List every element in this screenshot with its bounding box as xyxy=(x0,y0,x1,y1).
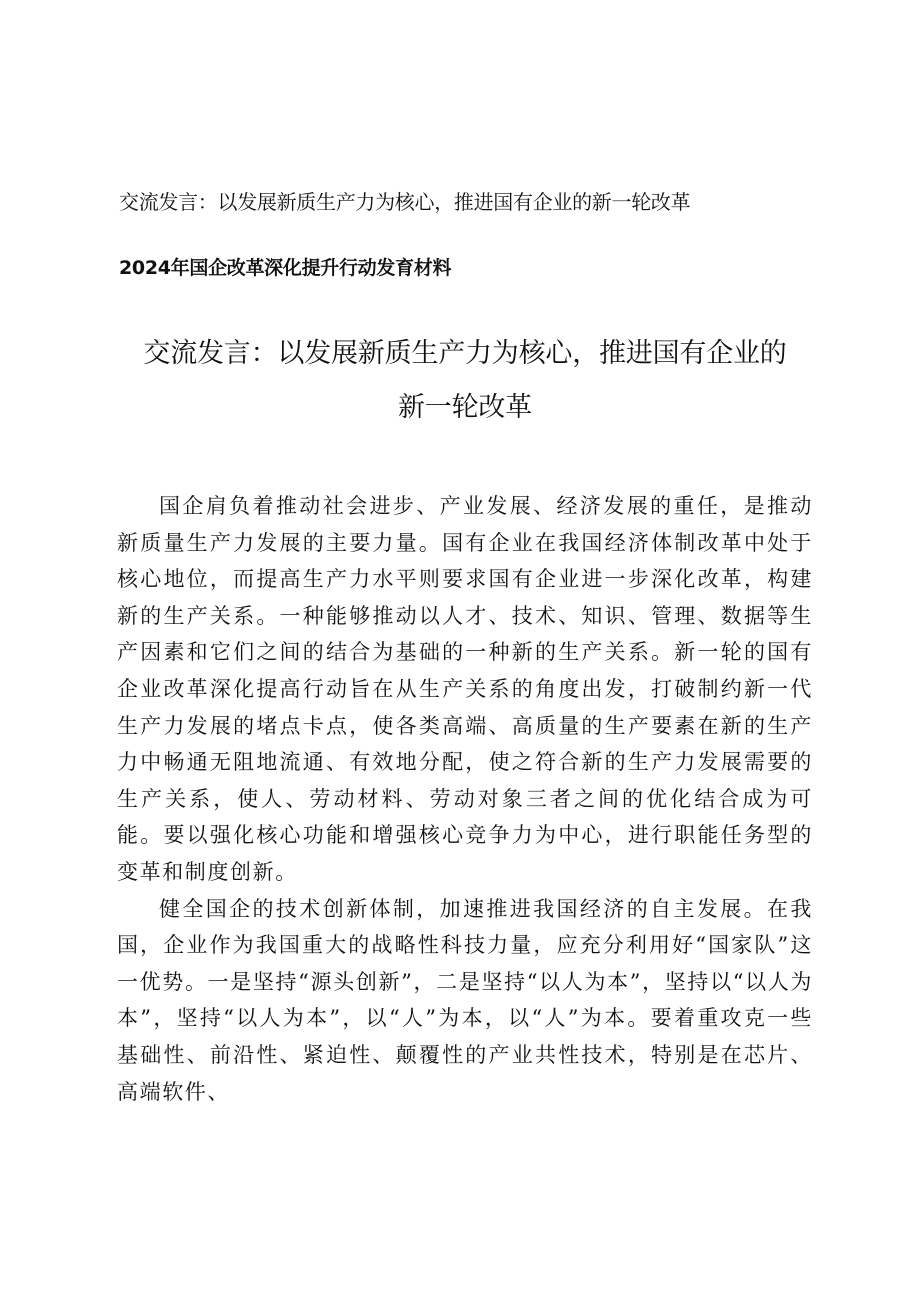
paragraph: 国企肩负着推动社会进步、产业发展、经济发展的重任，是推动新质量生产力发展的主要力量。国有企业在我国经济体制改革中处于核心地位，而提高生产力水平则要求国有企业进一步深化改革，构建新的生产关系。一种能够推动以人才、技术、知识、管理、数据等生产因素和它们之间的结合为基础的一种新的生产关系。新一轮的国有企业改革深化提高行动旨在从生产关系的角度出发，打破制约新一代生产力发展的堵点卡点，使各类高端、高质量的生产要素在新的生产力中畅通无阻地流通、有效地分配，使之符合新的生产力发展需要的生产关系，使人、劳动材料、劳动对象三者之间的优化结合成为可能。要以强化核心功能和增强核心竞争力为中心，进行职能任务型的变革和制度创新。 xyxy=(117,494,813,884)
title-line-2: 新一轮改革 xyxy=(398,392,532,423)
body-text xyxy=(117,488,813,1110)
title-line-1: 交流发言：以发展新质生产力为核心，推进国有企业的 xyxy=(143,338,787,369)
header-line-2: 2024年国企改革深化提升行动发育材料 xyxy=(119,257,452,279)
header-line-1: 交流发言：以发展新质生产力为核心，推进国有企业的新一轮改革 xyxy=(119,190,691,214)
paragraph: 健全国企的技术创新体制，加速推进我国经济的自主发展。在我国，企业作为我国重大的战略性科技力量，应充分利用好“国家队”这一优势。一是坚持“源头创新”，二是坚持“以人为本”，坚持以“以人为本”，坚持“以人为本”，以“人”为本，以“人”为本。要着重攻克一些基础性、前沿性、紧迫性、颠覆性的产业共性技术，特别是在芯片、高端软件、 xyxy=(117,896,813,1104)
document-title xyxy=(120,327,810,435)
